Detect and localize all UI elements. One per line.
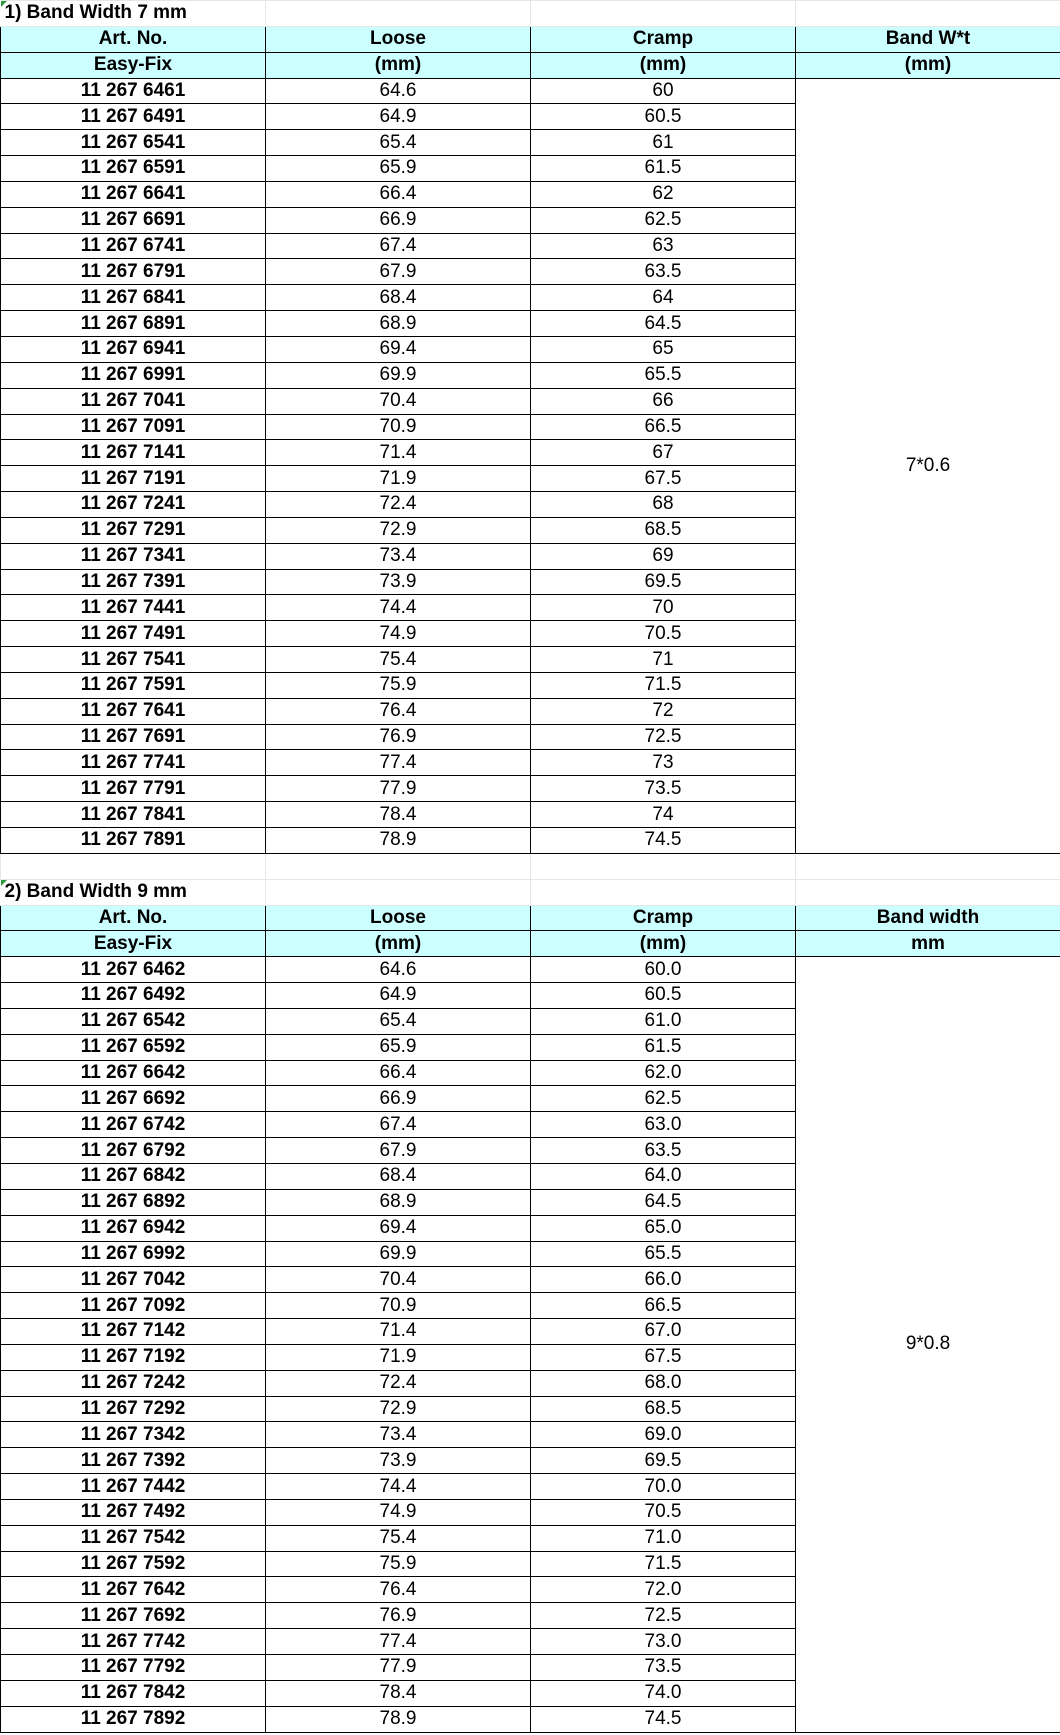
cramp-cell[interactable]: 64.0 xyxy=(531,1163,796,1189)
empty-cell[interactable] xyxy=(531,879,796,905)
loose-cell[interactable]: 68.9 xyxy=(266,1189,531,1215)
art-no-cell[interactable]: 11 267 6461 xyxy=(1,78,266,104)
loose-cell[interactable]: 70.4 xyxy=(266,388,531,414)
loose-cell[interactable]: 77.4 xyxy=(266,750,531,776)
loose-cell[interactable]: 67.9 xyxy=(266,1138,531,1164)
section-title[interactable] xyxy=(1,1,266,27)
loose-cell[interactable]: 69.4 xyxy=(266,336,531,362)
art-no-cell[interactable]: 11 267 7141 xyxy=(1,440,266,466)
cramp-cell[interactable]: 61 xyxy=(531,130,796,156)
cramp-cell[interactable]: 71.0 xyxy=(531,1525,796,1551)
art-no-cell[interactable]: 11 267 7341 xyxy=(1,543,266,569)
table-row xyxy=(1,78,1060,104)
art-no-cell[interactable]: 11 267 6462 xyxy=(1,957,266,983)
loose-cell[interactable]: 64.9 xyxy=(266,104,531,130)
art-no-cell[interactable]: 11 267 6792 xyxy=(1,1138,266,1164)
art-no-cell[interactable]: 11 267 7241 xyxy=(1,492,266,518)
loose-cell[interactable]: 68.4 xyxy=(266,1163,531,1189)
art-no-cell[interactable]: 11 267 7292 xyxy=(1,1396,266,1422)
empty-cell[interactable] xyxy=(266,853,531,879)
art-no-cell[interactable]: 11 267 7591 xyxy=(1,672,266,698)
art-no-cell[interactable]: 11 267 6542 xyxy=(1,1008,266,1034)
cramp-cell[interactable]: 72 xyxy=(531,698,796,724)
cramp-cell[interactable]: 63.5 xyxy=(531,1138,796,1164)
loose-cell[interactable]: 66.4 xyxy=(266,1060,531,1086)
empty-cell[interactable] xyxy=(266,879,531,905)
loose-cell[interactable]: 66.9 xyxy=(266,207,531,233)
cramp-cell[interactable]: 63.0 xyxy=(531,1112,796,1138)
art-no-cell[interactable]: 11 267 7692 xyxy=(1,1603,266,1629)
art-no-cell[interactable]: 11 267 7242 xyxy=(1,1370,266,1396)
cramp-cell[interactable]: 66 xyxy=(531,388,796,414)
art-no-cell[interactable]: 11 267 6591 xyxy=(1,156,266,182)
art-no-cell[interactable]: 11 267 6742 xyxy=(1,1112,266,1138)
loose-cell[interactable]: 71.4 xyxy=(266,440,531,466)
art-no-cell[interactable]: 11 267 7392 xyxy=(1,1448,266,1474)
column-header[interactable]: Cramp xyxy=(531,905,796,931)
art-no-cell[interactable]: 11 267 7542 xyxy=(1,1525,266,1551)
art-no-cell[interactable]: 11 267 6541 xyxy=(1,130,266,156)
cramp-cell[interactable]: 60.5 xyxy=(531,983,796,1009)
loose-cell[interactable]: 73.9 xyxy=(266,569,531,595)
art-no-cell[interactable]: 11 267 6842 xyxy=(1,1163,266,1189)
cramp-cell[interactable]: 60.5 xyxy=(531,104,796,130)
cramp-cell[interactable]: 68.5 xyxy=(531,1396,796,1422)
loose-cell[interactable]: 78.9 xyxy=(266,828,531,854)
art-no-cell[interactable]: 11 267 6942 xyxy=(1,1215,266,1241)
art-no-cell[interactable]: 11 267 7142 xyxy=(1,1319,266,1345)
section-title-row xyxy=(1,879,1060,905)
column-header[interactable]: (mm) xyxy=(266,931,531,957)
art-no-cell[interactable]: 11 267 7441 xyxy=(1,595,266,621)
cramp-cell[interactable]: 73 xyxy=(531,750,796,776)
art-no-cell[interactable]: 11 267 6791 xyxy=(1,259,266,285)
loose-cell[interactable]: 71.9 xyxy=(266,1344,531,1370)
loose-cell[interactable]: 74.4 xyxy=(266,1474,531,1500)
cramp-cell[interactable]: 66.0 xyxy=(531,1267,796,1293)
cramp-cell[interactable]: 60.0 xyxy=(531,957,796,983)
cramp-cell[interactable]: 67.0 xyxy=(531,1319,796,1345)
cell-comment-marker xyxy=(1,880,7,886)
art-no-cell[interactable]: 11 267 7791 xyxy=(1,776,266,802)
loose-cell[interactable]: 78.4 xyxy=(266,802,531,828)
band-size-cell[interactable]: 9*0.8 xyxy=(796,957,1060,1732)
cramp-cell[interactable]: 64.5 xyxy=(531,1189,796,1215)
cramp-cell[interactable]: 62 xyxy=(531,181,796,207)
column-header[interactable]: Easy-Fix xyxy=(1,52,266,78)
cramp-cell[interactable]: 68.0 xyxy=(531,1370,796,1396)
loose-cell[interactable]: 72.4 xyxy=(266,1370,531,1396)
loose-cell[interactable]: 73.4 xyxy=(266,1422,531,1448)
loose-cell[interactable]: 76.4 xyxy=(266,1577,531,1603)
art-no-cell[interactable]: 11 267 7742 xyxy=(1,1629,266,1655)
header-row xyxy=(1,52,1060,78)
art-no-cell[interactable]: 11 267 7092 xyxy=(1,1293,266,1319)
art-no-cell[interactable]: 11 267 7191 xyxy=(1,466,266,492)
loose-cell[interactable]: 77.9 xyxy=(266,1655,531,1681)
art-no-cell[interactable]: 11 267 7541 xyxy=(1,647,266,673)
loose-cell[interactable]: 72.9 xyxy=(266,1396,531,1422)
art-no-cell[interactable]: 11 267 7391 xyxy=(1,569,266,595)
loose-cell[interactable]: 71.4 xyxy=(266,1319,531,1345)
art-no-cell[interactable]: 11 267 6491 xyxy=(1,104,266,130)
art-no-cell[interactable]: 11 267 7442 xyxy=(1,1474,266,1500)
cramp-cell[interactable]: 68 xyxy=(531,492,796,518)
art-no-cell[interactable]: 11 267 7642 xyxy=(1,1577,266,1603)
loose-cell[interactable]: 65.4 xyxy=(266,130,531,156)
column-header[interactable]: (mm) xyxy=(531,931,796,957)
section-title[interactable] xyxy=(1,879,266,905)
cramp-cell[interactable]: 67.5 xyxy=(531,466,796,492)
cramp-cell[interactable]: 64.5 xyxy=(531,311,796,337)
cramp-cell[interactable]: 72.5 xyxy=(531,724,796,750)
cramp-cell[interactable]: 67 xyxy=(531,440,796,466)
art-no-cell[interactable]: 11 267 7592 xyxy=(1,1551,266,1577)
cramp-cell[interactable]: 62.0 xyxy=(531,1060,796,1086)
cramp-cell[interactable]: 65 xyxy=(531,336,796,362)
loose-cell[interactable]: 75.9 xyxy=(266,1551,531,1577)
loose-cell[interactable]: 70.4 xyxy=(266,1267,531,1293)
column-header[interactable]: (mm) xyxy=(531,52,796,78)
cramp-cell[interactable]: 62.5 xyxy=(531,207,796,233)
cramp-cell[interactable]: 74 xyxy=(531,802,796,828)
empty-cell[interactable] xyxy=(796,1,1060,27)
cramp-cell[interactable]: 69.0 xyxy=(531,1422,796,1448)
loose-cell[interactable]: 64.6 xyxy=(266,78,531,104)
loose-cell[interactable]: 66.4 xyxy=(266,181,531,207)
band-size-cell[interactable]: 7*0.6 xyxy=(796,78,1060,853)
empty-cell[interactable] xyxy=(531,1,796,27)
cramp-cell[interactable]: 71.5 xyxy=(531,672,796,698)
art-no-cell[interactable]: 11 267 7892 xyxy=(1,1706,266,1732)
art-no-cell[interactable]: 11 267 7842 xyxy=(1,1680,266,1706)
cramp-cell[interactable]: 71.5 xyxy=(531,1551,796,1577)
loose-cell[interactable]: 76.9 xyxy=(266,724,531,750)
cramp-cell[interactable]: 65.0 xyxy=(531,1215,796,1241)
loose-cell[interactable]: 69.9 xyxy=(266,1241,531,1267)
section-title-text: 2) Band Width 9 mm xyxy=(4,881,187,903)
cramp-cell[interactable]: 70.0 xyxy=(531,1474,796,1500)
loose-cell[interactable]: 73.9 xyxy=(266,1448,531,1474)
loose-cell[interactable]: 77.4 xyxy=(266,1629,531,1655)
cramp-cell[interactable]: 63 xyxy=(531,233,796,259)
section-title-text: 1) Band Width 7 mm xyxy=(4,2,187,24)
art-no-cell[interactable]: 11 267 6691 xyxy=(1,207,266,233)
art-no-cell[interactable]: 11 267 6992 xyxy=(1,1241,266,1267)
loose-cell[interactable]: 70.9 xyxy=(266,414,531,440)
column-header[interactable]: (mm) xyxy=(796,52,1060,78)
loose-cell[interactable]: 78.4 xyxy=(266,1680,531,1706)
art-no-cell[interactable]: 11 267 6891 xyxy=(1,311,266,337)
art-no-cell[interactable]: 11 267 7091 xyxy=(1,414,266,440)
cramp-cell[interactable]: 69.5 xyxy=(531,569,796,595)
loose-cell[interactable]: 67.9 xyxy=(266,259,531,285)
column-header[interactable]: Art. No. xyxy=(1,26,266,52)
art-no-cell[interactable]: 11 267 7491 xyxy=(1,621,266,647)
art-no-cell[interactable]: 11 267 7042 xyxy=(1,1267,266,1293)
cramp-cell[interactable]: 61.5 xyxy=(531,156,796,182)
cramp-cell[interactable]: 70.5 xyxy=(531,1499,796,1525)
loose-cell[interactable]: 75.9 xyxy=(266,672,531,698)
art-no-cell[interactable]: 11 267 7492 xyxy=(1,1499,266,1525)
empty-cell[interactable] xyxy=(266,1,531,27)
cramp-cell[interactable]: 60 xyxy=(531,78,796,104)
cramp-cell[interactable]: 74.5 xyxy=(531,1706,796,1732)
cramp-cell[interactable]: 66.5 xyxy=(531,414,796,440)
loose-cell[interactable]: 70.9 xyxy=(266,1293,531,1319)
column-header[interactable]: Loose xyxy=(266,905,531,931)
cramp-cell[interactable]: 68.5 xyxy=(531,517,796,543)
cramp-cell[interactable]: 65.5 xyxy=(531,1241,796,1267)
loose-cell[interactable]: 76.4 xyxy=(266,698,531,724)
art-no-cell[interactable]: 11 267 7792 xyxy=(1,1655,266,1681)
loose-cell[interactable]: 69.9 xyxy=(266,362,531,388)
cramp-cell[interactable]: 66.5 xyxy=(531,1293,796,1319)
art-no-cell[interactable]: 11 267 7841 xyxy=(1,802,266,828)
loose-cell[interactable]: 76.9 xyxy=(266,1603,531,1629)
loose-cell[interactable]: 74.9 xyxy=(266,1499,531,1525)
cramp-cell[interactable]: 70.5 xyxy=(531,621,796,647)
cramp-cell[interactable]: 70 xyxy=(531,595,796,621)
empty-cell[interactable] xyxy=(796,879,1060,905)
cramp-cell[interactable]: 71 xyxy=(531,647,796,673)
art-no-cell[interactable]: 11 267 6642 xyxy=(1,1060,266,1086)
loose-cell[interactable]: 71.9 xyxy=(266,466,531,492)
cramp-cell[interactable]: 74.0 xyxy=(531,1680,796,1706)
loose-cell[interactable]: 72.4 xyxy=(266,492,531,518)
art-no-cell[interactable]: 11 267 6841 xyxy=(1,285,266,311)
loose-cell[interactable]: 72.9 xyxy=(266,517,531,543)
art-no-cell[interactable]: 11 267 6592 xyxy=(1,1034,266,1060)
art-no-cell[interactable]: 11 267 7041 xyxy=(1,388,266,414)
loose-cell[interactable]: 75.4 xyxy=(266,1525,531,1551)
header-row xyxy=(1,931,1060,957)
loose-cell[interactable]: 75.4 xyxy=(266,647,531,673)
column-header[interactable]: Cramp xyxy=(531,26,796,52)
art-no-cell[interactable]: 11 267 7291 xyxy=(1,517,266,543)
loose-cell[interactable]: 74.4 xyxy=(266,595,531,621)
cramp-cell[interactable]: 62.5 xyxy=(531,1086,796,1112)
table-row xyxy=(1,957,1060,983)
cramp-cell[interactable]: 72.0 xyxy=(531,1577,796,1603)
loose-cell[interactable]: 64.6 xyxy=(266,957,531,983)
loose-cell[interactable]: 69.4 xyxy=(266,1215,531,1241)
column-header[interactable]: Loose xyxy=(266,26,531,52)
loose-cell[interactable]: 67.4 xyxy=(266,233,531,259)
art-no-cell[interactable]: 11 267 7891 xyxy=(1,828,266,854)
cramp-cell[interactable]: 61.0 xyxy=(531,1008,796,1034)
art-no-cell[interactable]: 11 267 6492 xyxy=(1,983,266,1009)
cramp-cell[interactable]: 67.5 xyxy=(531,1344,796,1370)
loose-cell[interactable]: 67.4 xyxy=(266,1112,531,1138)
spacer-row xyxy=(1,853,1060,879)
column-header[interactable]: Band W*t xyxy=(796,26,1060,52)
art-no-cell[interactable]: 11 267 7691 xyxy=(1,724,266,750)
art-no-cell[interactable]: 11 267 6692 xyxy=(1,1086,266,1112)
cramp-cell[interactable]: 61.5 xyxy=(531,1034,796,1060)
header-row xyxy=(1,905,1060,931)
art-no-cell[interactable]: 11 267 6641 xyxy=(1,181,266,207)
cell-comment-marker xyxy=(1,1,7,7)
cramp-cell[interactable]: 73.5 xyxy=(531,776,796,802)
loose-cell[interactable]: 66.9 xyxy=(266,1086,531,1112)
loose-cell[interactable]: 65.9 xyxy=(266,1034,531,1060)
column-header[interactable]: (mm) xyxy=(266,52,531,78)
cramp-cell[interactable]: 65.5 xyxy=(531,362,796,388)
loose-cell[interactable]: 77.9 xyxy=(266,776,531,802)
cramp-cell[interactable]: 69.5 xyxy=(531,1448,796,1474)
cramp-cell[interactable]: 64 xyxy=(531,285,796,311)
empty-cell[interactable] xyxy=(1,853,266,879)
section-title-row xyxy=(1,1,1060,27)
art-no-cell[interactable]: 11 267 7641 xyxy=(1,698,266,724)
empty-cell[interactable] xyxy=(796,853,1060,879)
header-row xyxy=(1,26,1060,52)
art-no-cell[interactable]: 11 267 6991 xyxy=(1,362,266,388)
art-no-cell[interactable]: 11 267 7741 xyxy=(1,750,266,776)
art-no-cell[interactable]: 11 267 6741 xyxy=(1,233,266,259)
loose-cell[interactable]: 65.4 xyxy=(266,1008,531,1034)
column-header[interactable]: Easy-Fix xyxy=(1,931,266,957)
loose-cell[interactable]: 74.9 xyxy=(266,621,531,647)
art-no-cell[interactable]: 11 267 6941 xyxy=(1,336,266,362)
cramp-cell[interactable]: 74.5 xyxy=(531,828,796,854)
loose-cell[interactable]: 68.4 xyxy=(266,285,531,311)
art-no-cell[interactable]: 11 267 7342 xyxy=(1,1422,266,1448)
column-header[interactable]: Band width xyxy=(796,905,1060,931)
column-header[interactable]: mm xyxy=(796,931,1060,957)
cramp-cell[interactable]: 73.0 xyxy=(531,1629,796,1655)
cramp-cell[interactable]: 69 xyxy=(531,543,796,569)
loose-cell[interactable]: 68.9 xyxy=(266,311,531,337)
empty-cell[interactable] xyxy=(531,853,796,879)
loose-cell[interactable]: 65.9 xyxy=(266,156,531,182)
cramp-cell[interactable]: 73.5 xyxy=(531,1655,796,1681)
art-no-cell[interactable]: 11 267 7192 xyxy=(1,1344,266,1370)
loose-cell[interactable]: 78.9 xyxy=(266,1706,531,1732)
loose-cell[interactable]: 73.4 xyxy=(266,543,531,569)
column-header[interactable]: Art. No. xyxy=(1,905,266,931)
art-no-cell[interactable]: 11 267 6892 xyxy=(1,1189,266,1215)
cramp-cell[interactable]: 63.5 xyxy=(531,259,796,285)
cramp-cell[interactable]: 72.5 xyxy=(531,1603,796,1629)
loose-cell[interactable]: 64.9 xyxy=(266,983,531,1009)
